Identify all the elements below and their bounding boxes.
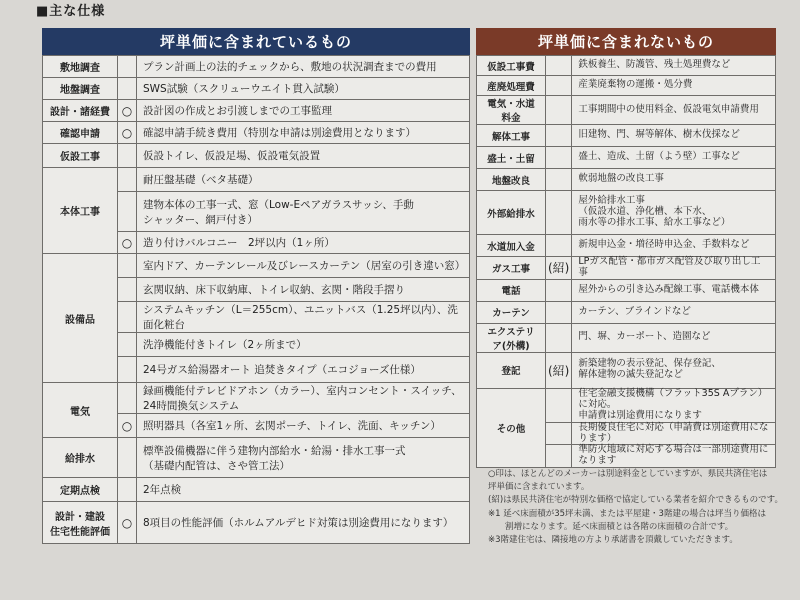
category-label: 電気 bbox=[43, 383, 118, 438]
included-mark bbox=[546, 323, 572, 352]
item-description: 確認申請手続き費用（特別な申請は別途費用となります） bbox=[137, 122, 470, 144]
item-description: 旧建物、門、塀等解体、樹木伐採など bbox=[572, 125, 776, 147]
item-description: 門、塀、カーポート、造園など bbox=[572, 323, 776, 352]
included-mark bbox=[546, 76, 572, 96]
spec-row bbox=[477, 388, 776, 422]
included-mark bbox=[546, 147, 572, 169]
category-label: 定期点検 bbox=[43, 478, 118, 502]
category-label: ガス工事 bbox=[477, 257, 546, 280]
spec-row bbox=[43, 56, 470, 78]
included-mark bbox=[118, 144, 137, 168]
category-label: 産廃処理費 bbox=[477, 76, 546, 96]
spec-row bbox=[477, 125, 776, 147]
item-description: 鉄板養生、防護管、残土処理費など bbox=[572, 56, 776, 76]
spec-row bbox=[43, 122, 470, 144]
category-label: 盛土・土留 bbox=[477, 147, 546, 169]
spec-row bbox=[43, 254, 470, 278]
spec-row bbox=[43, 144, 470, 168]
included-spec-table bbox=[42, 55, 470, 544]
item-description: 仮設トイレ、仮設足場、仮設電気設置 bbox=[137, 144, 470, 168]
spec-row bbox=[477, 56, 776, 76]
included-mark: ○ bbox=[118, 122, 137, 144]
category-label: エクステリア(外構) bbox=[477, 323, 546, 352]
item-description: 洗浄機能付きトイレ（2ヶ所まで） bbox=[137, 333, 470, 357]
item-description: 室内ドア、カーテンレール及びレースカーテン（居室の引き違い窓） bbox=[137, 254, 470, 278]
spec-row bbox=[477, 323, 776, 352]
item-description: 標準設備機器に伴う建物内部給水・給湯・排水工事一式 （基礎内配管は、さや管工法） bbox=[137, 438, 470, 478]
spec-row bbox=[477, 169, 776, 191]
category-label: 外部給排水 bbox=[477, 191, 546, 235]
item-description: 工事期間中の使用料金、仮設電気申請費用 bbox=[572, 96, 776, 125]
item-description: SWS試験（スクリューウエイト貫入試験） bbox=[137, 78, 470, 100]
item-description: 軟弱地盤の改良工事 bbox=[572, 169, 776, 191]
spec-row bbox=[43, 100, 470, 122]
item-description: 新築建物の表示登記、保存登記、 解体建物の滅失登記など bbox=[572, 352, 776, 388]
footnotes bbox=[488, 468, 798, 547]
footnote-line: ※1 延べ床面積が35坪未満、または平屋建・3階建の場合は坪当り価格は bbox=[488, 508, 766, 519]
category-label: 仮設工事費 bbox=[477, 56, 546, 76]
excluded-header: 坪単価に含まれないもの bbox=[476, 28, 776, 55]
spec-row bbox=[43, 168, 470, 192]
spec-row bbox=[477, 279, 776, 301]
item-description: 屋外給排水工事 （仮設水道、浄化槽、本下水、 雨水等の排水工事、給水工事など） bbox=[572, 191, 776, 235]
included-mark bbox=[546, 169, 572, 191]
included-mark bbox=[118, 333, 137, 357]
item-description: 造り付けバルコニー 2坪以内（1ヶ所） bbox=[137, 232, 470, 254]
category-label: 地盤改良 bbox=[477, 169, 546, 191]
included-mark bbox=[118, 478, 137, 502]
included-mark bbox=[546, 56, 572, 76]
footnote-line: 坪単価に含まれています。 bbox=[488, 482, 590, 493]
included-mark: ○ bbox=[118, 502, 137, 544]
category-label: 登記 bbox=[477, 352, 546, 388]
footnote-line: (紹)は県民共済住宅が特別な価格で協定している業者を紹介できるものです。 bbox=[488, 495, 783, 506]
spec-row bbox=[43, 78, 470, 100]
spec-row bbox=[43, 502, 470, 544]
spec-row bbox=[477, 96, 776, 125]
item-description: 玄関収納、床下収納庫、トイレ収納、玄関・階段手摺り bbox=[137, 278, 470, 302]
category-label: 電話 bbox=[477, 279, 546, 301]
included-mark bbox=[546, 445, 572, 468]
category-label: 本体工事 bbox=[43, 168, 118, 254]
spec-row bbox=[477, 235, 776, 257]
item-description: プラン計画上の法的チェックから、敷地の状況調査までの費用 bbox=[137, 56, 470, 78]
included-mark bbox=[118, 254, 137, 278]
item-description: 盛土、造成、土留（よう壁）工事など bbox=[572, 147, 776, 169]
item-description: 準防火地域に対応する場合は一部別途費用になります bbox=[572, 445, 776, 468]
included-mark bbox=[546, 279, 572, 301]
item-description: 住宅金融支援機構（フラット35S Aプラン）に対応。 申請費は別途費用になります bbox=[572, 388, 776, 422]
spec-row bbox=[477, 352, 776, 388]
category-label: 給排水 bbox=[43, 438, 118, 478]
item-description: 2年点検 bbox=[137, 478, 470, 502]
item-description: LPガス配管・都市ガス配管及び取り出し工事 bbox=[572, 257, 776, 280]
category-label: 確認申請 bbox=[43, 122, 118, 144]
included-mark bbox=[118, 357, 137, 383]
category-label: 敷地調査 bbox=[43, 56, 118, 78]
included-mark: (紹) bbox=[546, 257, 572, 280]
item-description: 産業廃棄物の運搬・処分費 bbox=[572, 76, 776, 96]
included-mark bbox=[118, 383, 137, 414]
footnote-line: 割増になります。延べ床面積とは各階の床面積の合計です。 bbox=[488, 521, 734, 532]
included-mark bbox=[118, 278, 137, 302]
category-label: 設計・諸経費 bbox=[43, 100, 118, 122]
category-label: 設計・建設 住宅性能評価 bbox=[43, 502, 118, 544]
category-label: 設備品 bbox=[43, 254, 118, 383]
item-description: システムキッチン（L＝255cm）、ユニットバス（1.25坪以内）、洗面化粧台 bbox=[137, 302, 470, 333]
item-description: 新規申込金・増径時申込金、手数料など bbox=[572, 235, 776, 257]
item-description: 耐圧盤基礎（ベタ基礎） bbox=[137, 168, 470, 192]
included-mark bbox=[546, 191, 572, 235]
included-header: 坪単価に含まれているもの bbox=[42, 28, 470, 55]
included-mark: ○ bbox=[118, 232, 137, 254]
footnote-line: ※3階建住宅は、隣接地の方より承諾書を頂戴していただきます。 bbox=[488, 534, 738, 545]
included-mark bbox=[118, 302, 137, 333]
included-mark bbox=[546, 125, 572, 147]
excluded-spec-table bbox=[476, 55, 776, 468]
spec-row bbox=[477, 301, 776, 323]
included-mark bbox=[546, 388, 572, 422]
spec-row bbox=[477, 191, 776, 235]
item-description: 8項目の性能評価（ホルムアルデヒド対策は別途費用になります） bbox=[137, 502, 470, 544]
item-description: 設計図の作成とお引渡しまでの工事監理 bbox=[137, 100, 470, 122]
item-description: 長期優良住宅に対応（申請費は別途費用になります） bbox=[572, 422, 776, 445]
item-description: 24号ガス給湯器オート 追焚きタイプ（エコジョーズ仕様） bbox=[137, 357, 470, 383]
page-title: ■主な仕様 bbox=[36, 4, 106, 19]
included-mark bbox=[546, 301, 572, 323]
included-mark: ○ bbox=[118, 100, 137, 122]
item-description: 照明器具（各室1ヶ所、玄関ポーチ、トイレ、洗面、キッチン） bbox=[137, 414, 470, 438]
category-label: 電気・水道料金 bbox=[477, 96, 546, 125]
included-mark bbox=[546, 422, 572, 445]
included-mark bbox=[118, 438, 137, 478]
item-description: 建物本体の工事一式、窓（Low-Eペアガラスサッシ、手動 シャッター、網戸付き） bbox=[137, 192, 470, 232]
category-label: 水道加入金 bbox=[477, 235, 546, 257]
included-mark bbox=[118, 168, 137, 192]
included-mark: (紹) bbox=[546, 352, 572, 388]
spec-row bbox=[477, 147, 776, 169]
spec-row bbox=[477, 257, 776, 280]
category-label: その他 bbox=[477, 388, 546, 467]
spec-row bbox=[43, 383, 470, 414]
spec-row bbox=[43, 478, 470, 502]
included-mark bbox=[546, 235, 572, 257]
included-mark: ○ bbox=[118, 414, 137, 438]
category-label: カーテン bbox=[477, 301, 546, 323]
spec-row bbox=[477, 76, 776, 96]
item-description: 録画機能付テレビドアホン（カラー）、室内コンセント・スイッチ、24時間換気システム bbox=[137, 383, 470, 414]
category-label: 仮設工事 bbox=[43, 144, 118, 168]
included-mark bbox=[118, 192, 137, 232]
spec-row bbox=[43, 438, 470, 478]
included-mark bbox=[118, 56, 137, 78]
item-description: カーテン、ブラインドなど bbox=[572, 301, 776, 323]
included-mark bbox=[118, 78, 137, 100]
footnote-line: ○印は、ほとんどのメーカーは別途料金としていますが、県民共済住宅は bbox=[488, 469, 768, 479]
category-label: 地盤調査 bbox=[43, 78, 118, 100]
category-label: 解体工事 bbox=[477, 125, 546, 147]
item-description: 屋外からの引き込み配線工事、電話機本体 bbox=[572, 279, 776, 301]
included-mark bbox=[546, 96, 572, 125]
